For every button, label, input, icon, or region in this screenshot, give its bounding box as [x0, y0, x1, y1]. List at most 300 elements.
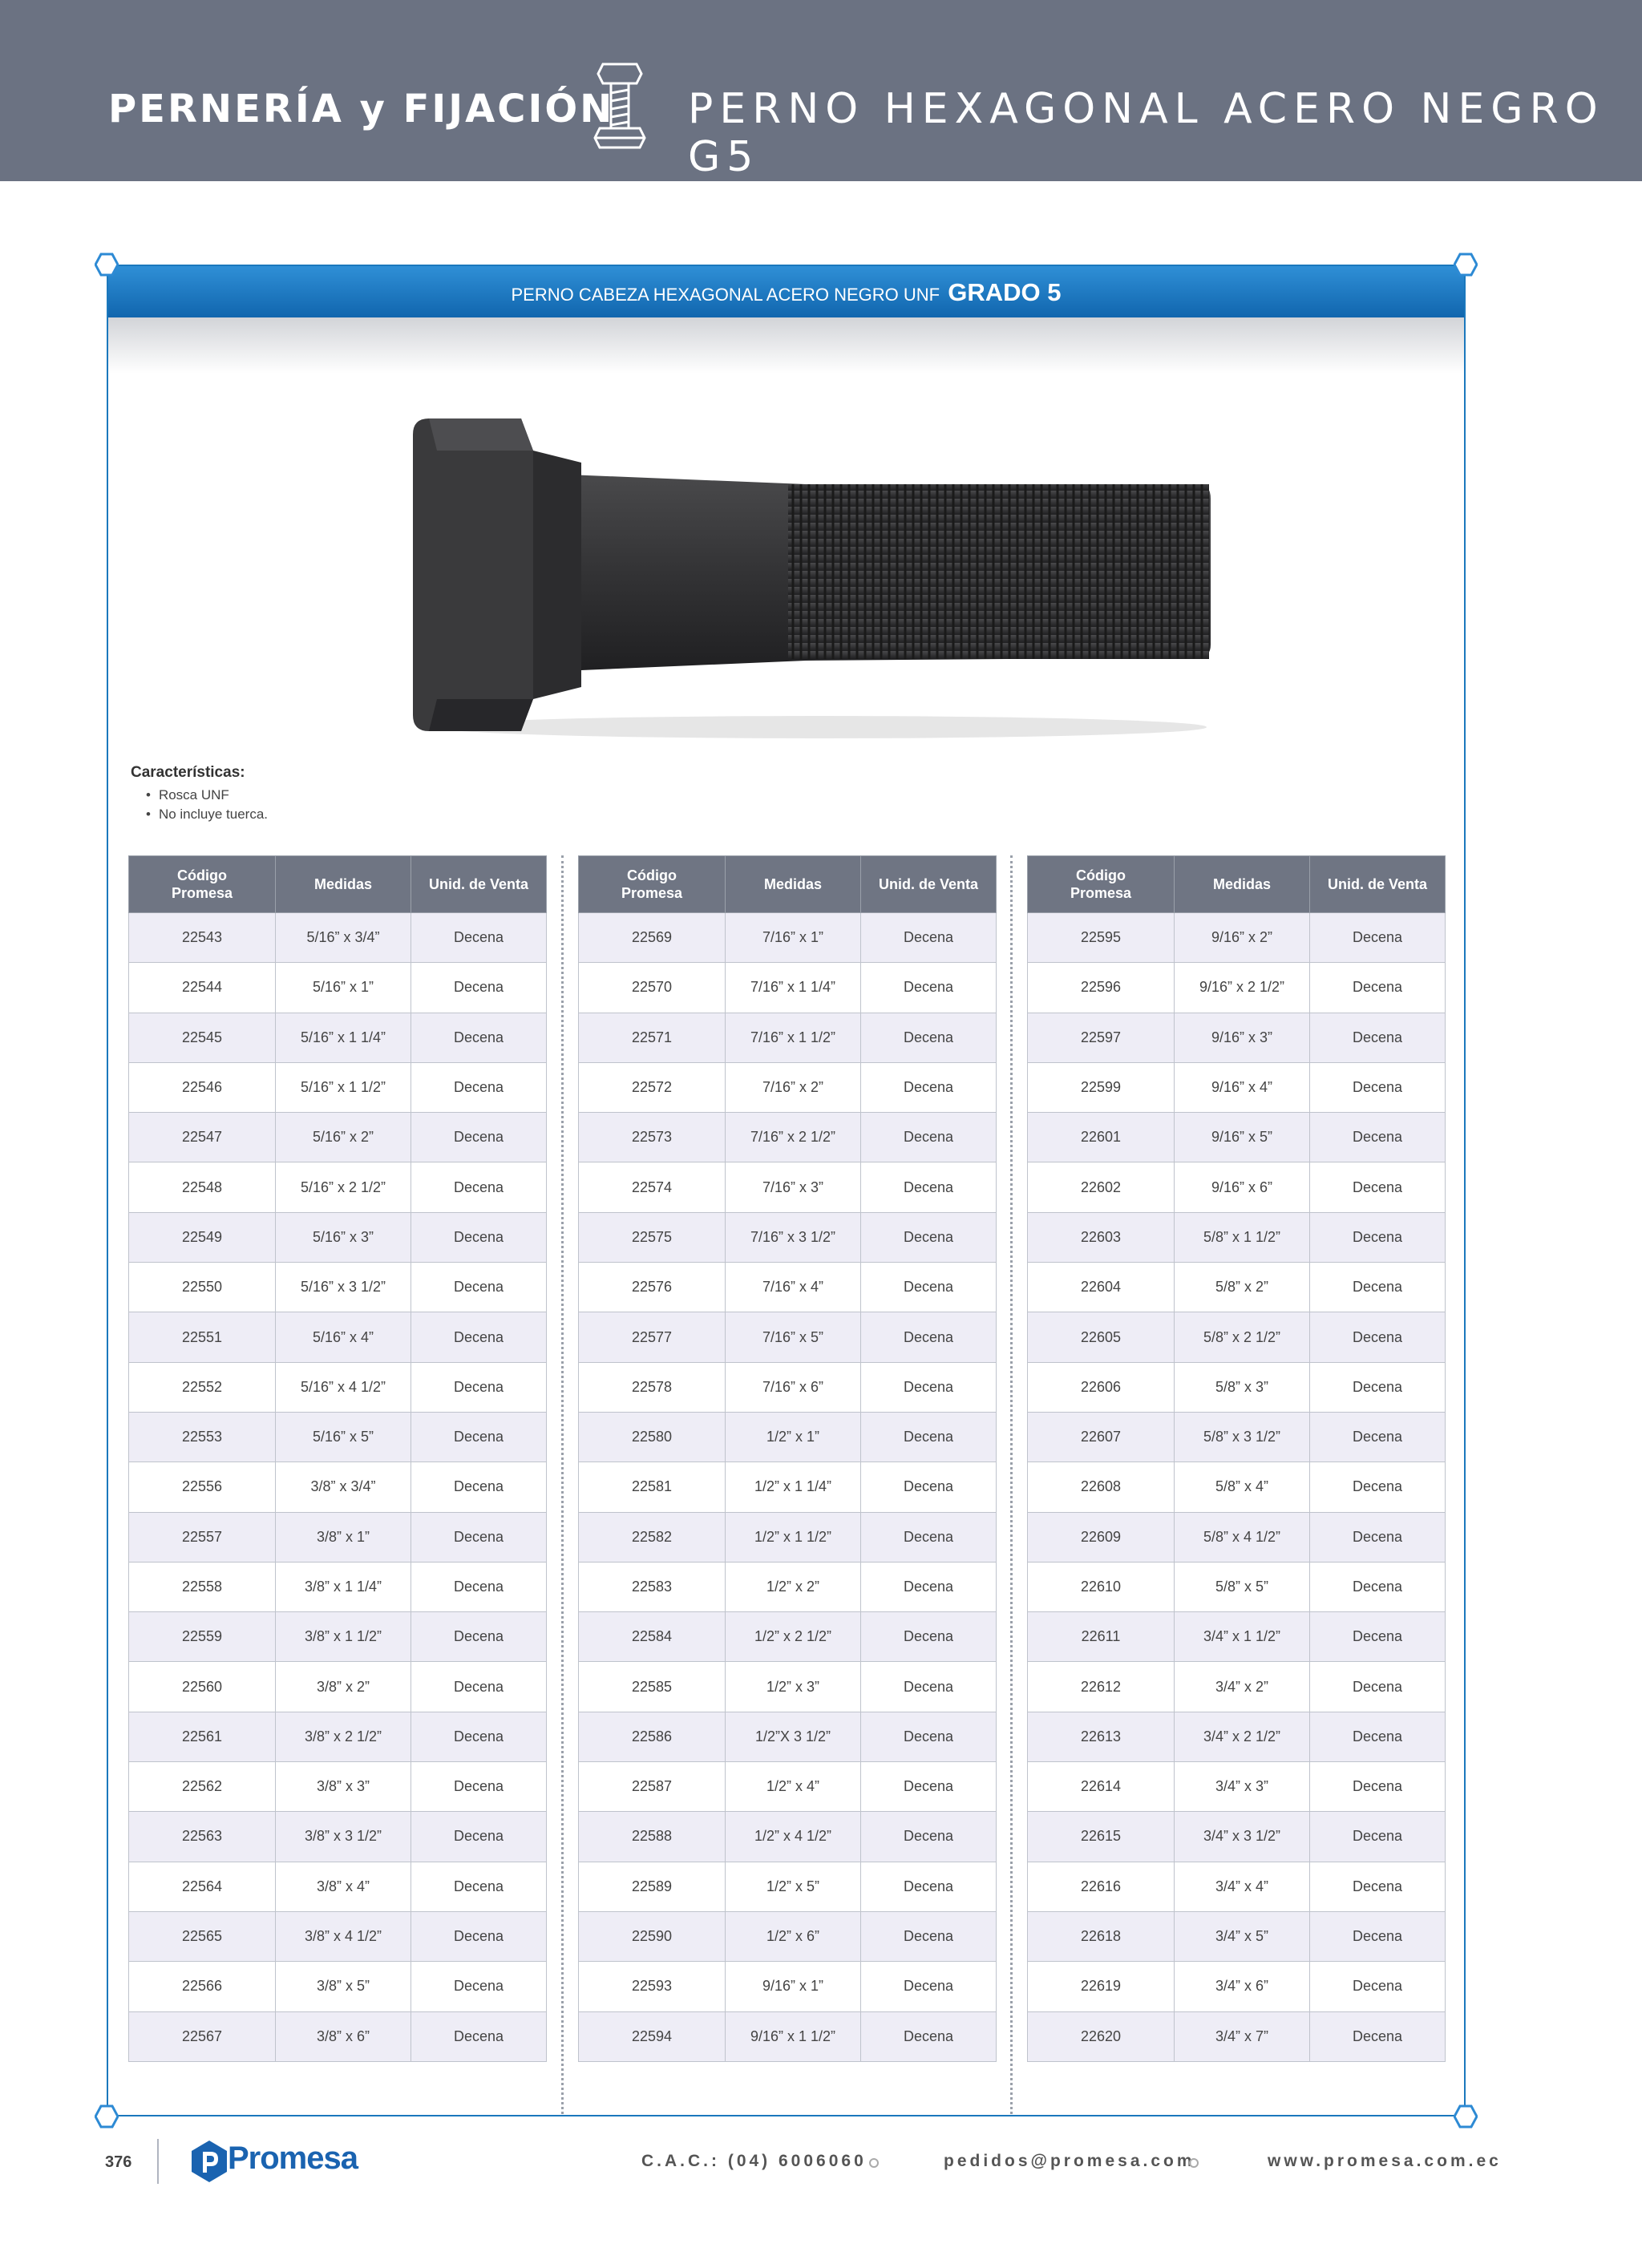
cell-unit: Decena — [411, 1312, 547, 1362]
cell-size: 7/16” x 3 1/2” — [726, 1212, 861, 1262]
cell-size: 3/8” x 2 1/2” — [276, 1712, 411, 1761]
cell-code: 22586 — [579, 1712, 726, 1761]
table-row — [1028, 1212, 1446, 1262]
cell-size: 3/4” x 4” — [1175, 1862, 1310, 1911]
cell-size: 9/16” x 1 1/2” — [726, 2011, 861, 2061]
cell-unit: Decena — [861, 1412, 997, 1461]
cell-code: 22561 — [129, 1712, 276, 1761]
table-row — [129, 1812, 547, 1862]
table-row — [129, 2011, 547, 2061]
header-unit: Unid. de Venta — [411, 856, 547, 913]
cell-unit: Decena — [861, 1263, 997, 1312]
table-row — [1028, 1612, 1446, 1662]
cell-unit: Decena — [1310, 1911, 1446, 1961]
cell-size: 9/16” x 3” — [1175, 1013, 1310, 1062]
cell-unit: Decena — [1310, 1612, 1446, 1662]
cell-size: 1/2”X 3 1/2” — [726, 1712, 861, 1761]
cell-size: 5/8” x 4 1/2” — [1175, 1512, 1310, 1562]
header-code-line1: Código — [177, 867, 227, 883]
cell-size: 7/16” x 1 1/2” — [726, 1013, 861, 1062]
cell-code: 22587 — [579, 1762, 726, 1812]
cell-size: 3/4” x 3” — [1175, 1762, 1310, 1812]
cell-code: 22552 — [129, 1362, 276, 1412]
table-row — [579, 1212, 997, 1262]
table-row — [579, 1612, 997, 1662]
cell-size: 7/16” x 3” — [726, 1162, 861, 1212]
cell-unit: Decena — [861, 1762, 997, 1812]
bolt-image — [405, 410, 1247, 751]
cell-code: 22562 — [129, 1762, 276, 1812]
cell-size: 5/8” x 1 1/2” — [1175, 1212, 1310, 1262]
cell-code: 22620 — [1028, 2011, 1175, 2061]
cell-size: 3/4” x 1 1/2” — [1175, 1612, 1310, 1662]
table-row — [579, 1462, 997, 1512]
cell-unit: Decena — [1310, 1013, 1446, 1062]
footer-divider — [157, 2139, 159, 2184]
cell-unit: Decena — [411, 913, 547, 963]
table-row — [1028, 1662, 1446, 1712]
cell-code: 22578 — [579, 1362, 726, 1412]
cell-unit: Decena — [861, 1812, 997, 1862]
cell-size: 7/16” x 1 1/4” — [726, 963, 861, 1013]
feature-item: • Rosca UNF — [160, 786, 268, 805]
cell-code: 22611 — [1028, 1612, 1175, 1662]
cell-code: 22595 — [1028, 913, 1175, 963]
cell-code: 22570 — [579, 963, 726, 1013]
product-table — [128, 855, 547, 2062]
table-row — [1028, 1962, 1446, 2011]
cell-size: 1/2” x 4” — [726, 1762, 861, 1812]
cell-unit: Decena — [1310, 1712, 1446, 1761]
cell-size: 5/16” x 3/4” — [276, 913, 411, 963]
cell-code: 22574 — [579, 1162, 726, 1212]
cell-code: 22563 — [129, 1812, 276, 1862]
cell-code: 22575 — [579, 1212, 726, 1262]
cell-code: 22565 — [129, 1911, 276, 1961]
cell-code: 22603 — [1028, 1212, 1175, 1262]
cell-code: 22619 — [1028, 1962, 1175, 2011]
cell-code: 22601 — [1028, 1113, 1175, 1162]
cell-size: 7/16” x 1” — [726, 913, 861, 963]
cell-size: 5/16” x 4 1/2” — [276, 1362, 411, 1412]
cell-unit: Decena — [1310, 1212, 1446, 1262]
cell-size: 5/8” x 5” — [1175, 1562, 1310, 1611]
cell-code: 22612 — [1028, 1662, 1175, 1712]
table-row — [129, 1162, 547, 1212]
cell-size: 5/8” x 3 1/2” — [1175, 1412, 1310, 1461]
table-row — [129, 1911, 547, 1961]
cell-code: 22615 — [1028, 1812, 1175, 1862]
table-row — [579, 963, 997, 1013]
cell-code: 22581 — [579, 1462, 726, 1512]
cell-unit: Decena — [411, 1512, 547, 1562]
page-number: 376 — [105, 2153, 132, 2171]
cell-size: 7/16” x 2 1/2” — [726, 1113, 861, 1162]
table-row — [579, 1962, 997, 2011]
table-row — [129, 1512, 547, 1562]
cell-size: 9/16” x 2” — [1175, 913, 1310, 963]
cell-unit: Decena — [411, 1962, 547, 2011]
table-row — [579, 1312, 997, 1362]
cell-unit: Decena — [1310, 1263, 1446, 1312]
table-row — [1028, 1062, 1446, 1112]
cell-code: 22618 — [1028, 1911, 1175, 1961]
cell-code: 22609 — [1028, 1512, 1175, 1562]
table-row — [1028, 1862, 1446, 1911]
table-row — [129, 1762, 547, 1812]
table-row — [129, 1662, 547, 1712]
header-code — [1028, 856, 1175, 913]
cell-size: 5/16” x 1 1/2” — [276, 1062, 411, 1112]
cell-code: 22588 — [579, 1812, 726, 1862]
cell-unit: Decena — [411, 2011, 547, 2061]
table-row — [579, 1911, 997, 1961]
table-row — [579, 2011, 997, 2061]
cell-code: 22576 — [579, 1263, 726, 1312]
corner-hex-icon — [95, 2104, 119, 2129]
cell-unit: Decena — [1310, 1113, 1446, 1162]
cell-size: 3/8” x 4 1/2” — [276, 1911, 411, 1961]
table-row — [129, 1312, 547, 1362]
cell-size: 5/16” x 5” — [276, 1412, 411, 1461]
cell-size: 3/8” x 5” — [276, 1962, 411, 2011]
cell-size: 3/4” x 2 1/2” — [1175, 1712, 1310, 1761]
table-row — [129, 1263, 547, 1312]
cell-unit: Decena — [411, 1062, 547, 1112]
cell-size: 3/8” x 1 1/2” — [276, 1612, 411, 1662]
cell-unit: Decena — [861, 913, 997, 963]
cell-unit: Decena — [861, 1712, 997, 1761]
header-code-line2: Promesa — [621, 885, 683, 901]
cell-code: 22584 — [579, 1612, 726, 1662]
cell-code: 22569 — [579, 913, 726, 963]
cell-size: 3/8” x 4” — [276, 1862, 411, 1911]
cell-unit: Decena — [861, 1462, 997, 1512]
table-row — [1028, 1512, 1446, 1562]
cell-unit: Decena — [861, 1962, 997, 2011]
cell-size: 9/16” x 6” — [1175, 1162, 1310, 1212]
footer-bullet-icon — [869, 2158, 879, 2168]
cell-code: 22605 — [1028, 1312, 1175, 1362]
cell-unit: Decena — [1310, 1512, 1446, 1562]
cell-code: 22556 — [129, 1462, 276, 1512]
table-row — [129, 913, 547, 963]
cell-code: 22543 — [129, 913, 276, 963]
cell-code: 22580 — [579, 1412, 726, 1461]
product-table — [1027, 855, 1446, 2062]
cell-unit: Decena — [411, 1263, 547, 1312]
cell-unit: Decena — [1310, 1362, 1446, 1412]
cell-code: 22608 — [1028, 1462, 1175, 1512]
cell-code: 22545 — [129, 1013, 276, 1062]
table-row — [1028, 1911, 1446, 1961]
cell-size: 1/2” x 1 1/4” — [726, 1462, 861, 1512]
table-row — [129, 1212, 547, 1262]
cell-unit: Decena — [861, 1162, 997, 1212]
table-row — [1028, 1412, 1446, 1461]
table-row — [579, 1812, 997, 1862]
cell-code: 22573 — [579, 1113, 726, 1162]
cell-size: 3/8” x 6” — [276, 2011, 411, 2061]
cell-unit: Decena — [411, 1013, 547, 1062]
cell-size: 3/8” x 2” — [276, 1662, 411, 1712]
cell-code: 22590 — [579, 1911, 726, 1961]
cell-unit: Decena — [861, 1862, 997, 1911]
cell-code: 22549 — [129, 1212, 276, 1262]
table-row — [579, 1562, 997, 1611]
cell-size: 1/2” x 1 1/2” — [726, 1512, 861, 1562]
cell-size: 5/16” x 1 1/4” — [276, 1013, 411, 1062]
cell-code: 22551 — [129, 1312, 276, 1362]
promesa-logo-icon — [189, 2139, 229, 2188]
header-code — [129, 856, 276, 913]
table-row — [579, 1113, 997, 1162]
panel-gradient — [108, 317, 1464, 374]
cell-size: 9/16” x 2 1/2” — [1175, 963, 1310, 1013]
cell-size: 3/8” x 3” — [276, 1762, 411, 1812]
cell-size: 3/4” x 5” — [1175, 1911, 1310, 1961]
table-row — [579, 1013, 997, 1062]
cell-size: 3/8” x 3/4” — [276, 1462, 411, 1512]
features-title: Características: — [131, 764, 245, 781]
panel-title-grade: GRADO 5 — [948, 278, 1062, 306]
product-title: PERNO HEXAGONAL ACERO NEGRO G5 — [688, 85, 1604, 181]
cell-unit: Decena — [861, 1512, 997, 1562]
email-link[interactable]: pedidos@promesa.com — [944, 2152, 1195, 2170]
cell-unit: Decena — [1310, 1762, 1446, 1812]
cell-unit: Decena — [411, 1612, 547, 1662]
table-row — [1028, 1263, 1446, 1312]
table-row — [129, 1062, 547, 1112]
cell-unit: Decena — [861, 1013, 997, 1062]
table-row — [1028, 2011, 1446, 2061]
table-row — [129, 1412, 547, 1461]
table-row — [1028, 1462, 1446, 1512]
cell-code: 22566 — [129, 1962, 276, 2011]
cell-unit: Decena — [861, 1911, 997, 1961]
table-row — [1028, 1812, 1446, 1862]
cell-code: 22616 — [1028, 1862, 1175, 1911]
cell-size: 3/4” x 6” — [1175, 1962, 1310, 2011]
cell-size: 5/16” x 1” — [276, 963, 411, 1013]
cell-size: 9/16” x 5” — [1175, 1113, 1310, 1162]
cell-size: 5/16” x 2” — [276, 1113, 411, 1162]
cell-code: 22567 — [129, 2011, 276, 2061]
header-unit: Unid. de Venta — [1310, 856, 1446, 913]
table-row — [129, 1362, 547, 1412]
header-code-line1: Código — [1076, 867, 1126, 883]
section-title: PERNERÍA y FIJACIÓN — [108, 87, 615, 131]
cell-unit: Decena — [411, 1911, 547, 1961]
table-row — [579, 1412, 997, 1461]
cell-code: 22614 — [1028, 1762, 1175, 1812]
header-size: Medidas — [276, 856, 411, 913]
cell-unit: Decena — [411, 1712, 547, 1761]
cell-unit: Decena — [1310, 963, 1446, 1013]
cell-size: 1/2” x 2 1/2” — [726, 1612, 861, 1662]
header-size: Medidas — [1175, 856, 1310, 913]
cell-code: 22564 — [129, 1862, 276, 1911]
cell-code: 22593 — [579, 1962, 726, 2011]
table-row — [129, 1862, 547, 1911]
cell-code: 22583 — [579, 1562, 726, 1611]
cell-size: 7/16” x 4” — [726, 1263, 861, 1312]
cell-code: 22607 — [1028, 1412, 1175, 1461]
panel-title-text: PERNO CABEZA HEXAGONAL ACERO NEGRO UNF — [511, 285, 940, 305]
cell-code: 22604 — [1028, 1263, 1175, 1312]
table-row — [579, 1512, 997, 1562]
table-row — [1028, 913, 1446, 963]
table-row — [1028, 1562, 1446, 1611]
table-row — [129, 1462, 547, 1512]
table-row — [1028, 1712, 1446, 1761]
cell-code: 22597 — [1028, 1013, 1175, 1062]
header-code — [579, 856, 726, 913]
cell-size: 1/2” x 6” — [726, 1911, 861, 1961]
cell-unit: Decena — [1310, 1662, 1446, 1712]
table-row — [579, 1712, 997, 1761]
cell-unit: Decena — [411, 1362, 547, 1412]
cell-code: 22557 — [129, 1512, 276, 1562]
cell-unit: Decena — [411, 1562, 547, 1611]
column-divider — [561, 855, 564, 2114]
cell-size: 7/16” x 6” — [726, 1362, 861, 1412]
cell-size: 9/16” x 4” — [1175, 1062, 1310, 1112]
cell-code: 22559 — [129, 1612, 276, 1662]
cell-size: 3/8” x 1” — [276, 1512, 411, 1562]
table-row — [579, 1162, 997, 1212]
cell-code: 22560 — [129, 1662, 276, 1712]
corner-hex-icon — [95, 253, 119, 277]
cell-size: 9/16” x 1” — [726, 1962, 861, 2011]
header-size: Medidas — [726, 856, 861, 913]
column-divider — [1010, 855, 1013, 2114]
cell-size: 1/2” x 4 1/2” — [726, 1812, 861, 1862]
cell-size: 5/16” x 3 1/2” — [276, 1263, 411, 1312]
cell-unit: Decena — [1310, 1862, 1446, 1911]
table-row — [129, 1962, 547, 2011]
table-row — [579, 1762, 997, 1812]
table-row — [129, 1113, 547, 1162]
table-row — [579, 1263, 997, 1312]
cell-unit: Decena — [1310, 1412, 1446, 1461]
cell-unit: Decena — [861, 1062, 997, 1112]
cell-size: 3/8” x 3 1/2” — [276, 1812, 411, 1862]
cell-size: 5/16” x 3” — [276, 1212, 411, 1262]
table-row — [1028, 1113, 1446, 1162]
product-table — [578, 855, 997, 2062]
cell-unit: Decena — [1310, 1462, 1446, 1512]
cell-unit: Decena — [411, 1812, 547, 1862]
table-row — [579, 913, 997, 963]
cell-size: 5/8” x 4” — [1175, 1462, 1310, 1512]
cell-unit: Decena — [861, 1312, 997, 1362]
cell-code: 22582 — [579, 1512, 726, 1562]
brand-name: Promesa — [228, 2141, 358, 2176]
website-link[interactable]: www.promesa.com.ec — [1268, 2152, 1502, 2170]
table-row — [1028, 1162, 1446, 1212]
cell-unit: Decena — [1310, 913, 1446, 963]
cell-size: 5/8” x 2” — [1175, 1263, 1310, 1312]
cell-code: 22558 — [129, 1562, 276, 1611]
table-row — [1028, 1013, 1446, 1062]
cell-code: 22572 — [579, 1062, 726, 1112]
cell-unit: Decena — [411, 963, 547, 1013]
cell-code: 22548 — [129, 1162, 276, 1212]
cell-size: 3/4” x 2” — [1175, 1662, 1310, 1712]
cell-unit: Decena — [411, 1212, 547, 1262]
cell-unit: Decena — [1310, 1312, 1446, 1362]
cell-code: 22544 — [129, 963, 276, 1013]
table-row — [579, 1862, 997, 1911]
cell-size: 5/16” x 4” — [276, 1312, 411, 1362]
table-row — [129, 1562, 547, 1611]
header-code-line1: Código — [627, 867, 677, 883]
cell-code: 22596 — [1028, 963, 1175, 1013]
cell-unit: Decena — [411, 1462, 547, 1512]
cell-unit: Decena — [861, 1612, 997, 1662]
cell-code: 22602 — [1028, 1162, 1175, 1212]
cell-size: 1/2” x 3” — [726, 1662, 861, 1712]
cell-size: 3/4” x 7” — [1175, 2011, 1310, 2061]
table-row — [129, 1013, 547, 1062]
cell-unit: Decena — [1310, 1962, 1446, 2011]
cell-code: 22546 — [129, 1062, 276, 1112]
cell-code: 22553 — [129, 1412, 276, 1461]
cell-unit: Decena — [1310, 2011, 1446, 2061]
table-row — [1028, 1362, 1446, 1412]
cell-size: 1/2” x 2” — [726, 1562, 861, 1611]
cell-code: 22585 — [579, 1662, 726, 1712]
corner-hex-icon — [1454, 253, 1478, 277]
cell-unit: Decena — [411, 1662, 547, 1712]
cell-unit: Decena — [411, 1412, 547, 1461]
table-row — [579, 1662, 997, 1712]
table-row — [579, 1362, 997, 1412]
cell-code: 22550 — [129, 1263, 276, 1312]
cell-size: 5/8” x 2 1/2” — [1175, 1312, 1310, 1362]
corner-hex-icon — [1454, 2104, 1478, 2129]
cell-unit: Decena — [1310, 1812, 1446, 1862]
cell-size: 3/8” x 1 1/4” — [276, 1562, 411, 1611]
cell-unit: Decena — [411, 1862, 547, 1911]
cell-unit: Decena — [411, 1113, 547, 1162]
cell-unit: Decena — [861, 1212, 997, 1262]
cell-code: 22594 — [579, 2011, 726, 2061]
cell-size: 5/16” x 2 1/2” — [276, 1162, 411, 1212]
cell-unit: Decena — [1310, 1562, 1446, 1611]
cell-code: 22610 — [1028, 1562, 1175, 1611]
cell-size: 1/2” x 1” — [726, 1412, 861, 1461]
header-code-line2: Promesa — [1070, 885, 1132, 901]
cell-code: 22547 — [129, 1113, 276, 1162]
cell-unit: Decena — [1310, 1162, 1446, 1212]
cell-size: 1/2” x 5” — [726, 1862, 861, 1911]
footer-bullet-icon — [1189, 2158, 1199, 2168]
table-row — [1028, 1312, 1446, 1362]
cell-unit: Decena — [861, 1562, 997, 1611]
cell-unit: Decena — [861, 2011, 997, 2061]
cell-unit: Decena — [861, 963, 997, 1013]
table-row — [579, 1062, 997, 1112]
cell-unit: Decena — [861, 1362, 997, 1412]
table-row — [129, 1612, 547, 1662]
header-unit: Unid. de Venta — [861, 856, 997, 913]
cell-code: 22571 — [579, 1013, 726, 1062]
cell-code: 22577 — [579, 1312, 726, 1362]
feature-item: • No incluye tuerca. — [160, 805, 268, 824]
bolt-nut-icon — [592, 59, 648, 158]
